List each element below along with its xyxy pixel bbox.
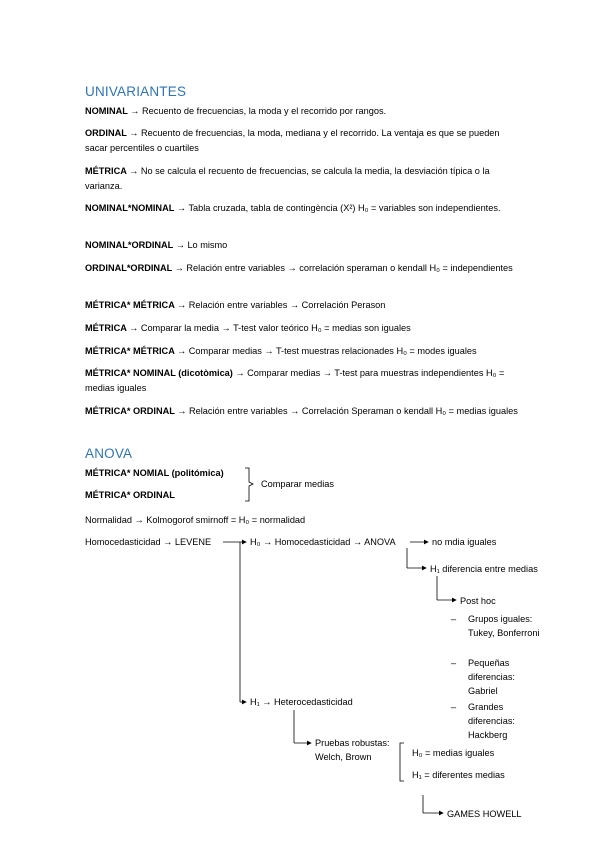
arrow-icon: → [174,203,189,213]
univariantes-item [85,201,520,216]
item-label: MÉTRICA [85,166,127,176]
anova-group-line2: MÉTRICA* ORDINAL [85,490,175,500]
arrow-icon: → [174,300,189,310]
post-hoc-dash-3: – [451,702,457,712]
item-label: NOMINAL*ORDINAL [85,240,174,250]
univariantes-item [85,298,520,313]
post-hoc: Post hoc [460,596,496,606]
anova-group-line1: MÉTRICA* NOMIAL (politómica) [85,468,224,478]
item-text: Lo mismo [187,240,228,250]
item-text: Comparar medias → T-test muestras relacionades H₀ = modes iguales [188,346,477,356]
arrow-icon: → [172,263,187,273]
item-text: Recuento de frecuencias, la moda y el recorrido por rangos. [142,106,387,116]
anova-group-result: Comparar medias [261,479,335,489]
item-text: Comparar la media → T-test valor teórico H₀ = medias son iguales [140,323,411,333]
univariantes-item [85,104,520,119]
univariantes-item [85,366,520,396]
univariantes-item [85,238,520,253]
univariantes-item [85,344,520,359]
homocedasticidad-line: Homocedasticidad → LEVENE [85,537,212,547]
item-label: NOMINAL [85,106,128,116]
no-media-iguales: no mdia iguales [432,537,497,547]
arrow-icon: → [173,240,188,250]
item-label: MÉTRICA [85,323,127,333]
robust-h1: H₁ = diferentes medias [412,770,505,780]
arrow-icon: → [127,106,142,116]
item-text: Relación entre variables → Correlación Perason [188,300,386,310]
games-howell: GAMES HOWELL [447,809,522,819]
post-hoc-dash-2: – [451,658,457,668]
h1-branch: H₁ → Heterocedasticidad [250,697,353,707]
univariantes-item [85,321,520,336]
univariantes-item [85,164,520,194]
h0-branch: H₀ → Homocedasticidad → ANOVA [250,537,396,547]
item-label: NOMINAL*NOMINAL [85,203,175,213]
item-text: No se calcula el recuento de frecuencias, se calcula la media, la desviación típica o la varianza. [85,166,490,191]
arrow-icon: → [126,323,141,333]
arrow-icon: → [174,406,189,416]
item-label: ORDINAL [85,128,127,138]
post-hoc-item-3: Grandes diferencias: Hackberg [468,702,515,740]
section-title-univariantes: UNIVARIANTES [85,84,187,99]
robust-h0: H₀ = medias iguales [412,748,495,758]
normalidad-line: Normalidad → Kolmogorof smirnoff = H₀ = normalidad [85,515,306,525]
univariantes-item [85,126,520,156]
h1-diferencia: H₁ diferencia entre medias [430,564,538,574]
section-title-anova: ANOVA [85,446,133,461]
post-hoc-item-2: Pequeñas diferencias: Gabriel [468,658,515,696]
item-label: MÉTRICA* NOMINAL (dicotòmica) [85,368,233,378]
arrow-icon: → [126,128,141,138]
post-hoc-item-1: Grupos iguales: Tukey, Bonferroni [468,614,540,638]
arrow-icon: → [126,166,141,176]
item-label: MÉTRICA* MÉTRICA [85,300,175,310]
univariantes-item [85,261,520,276]
item-label: ORDINAL*ORDINAL [85,263,173,273]
item-text: Relación entre variables → correlación speraman o kendall H₀ = independientes [186,263,513,273]
pruebas-robustas: Pruebas robustas: Welch, Brown [315,738,390,762]
item-text: Relación entre variables → Correlación Speraman o kendall H₀ = medias iguales [188,406,518,416]
item-label: MÉTRICA* ORDINAL [85,406,175,416]
item-label: MÉTRICA* MÉTRICA [85,346,175,356]
univariantes-item [85,404,520,419]
arrow-icon: → [174,346,189,356]
arrow-icon: → [232,368,248,378]
item-text: Tabla cruzada, tabla de contingència (X²) H₀ = variables son independientes. [188,203,501,213]
post-hoc-dash-1: – [451,614,457,624]
item-text: Recuento de frecuencias, la moda, mediana y el recorrido. La ventaja es que se pueden sacar percentiles o cuartiles [85,128,500,153]
item-text: Comparar medias → T-test para muestras independientes H₀ = medias iguales [85,368,505,393]
